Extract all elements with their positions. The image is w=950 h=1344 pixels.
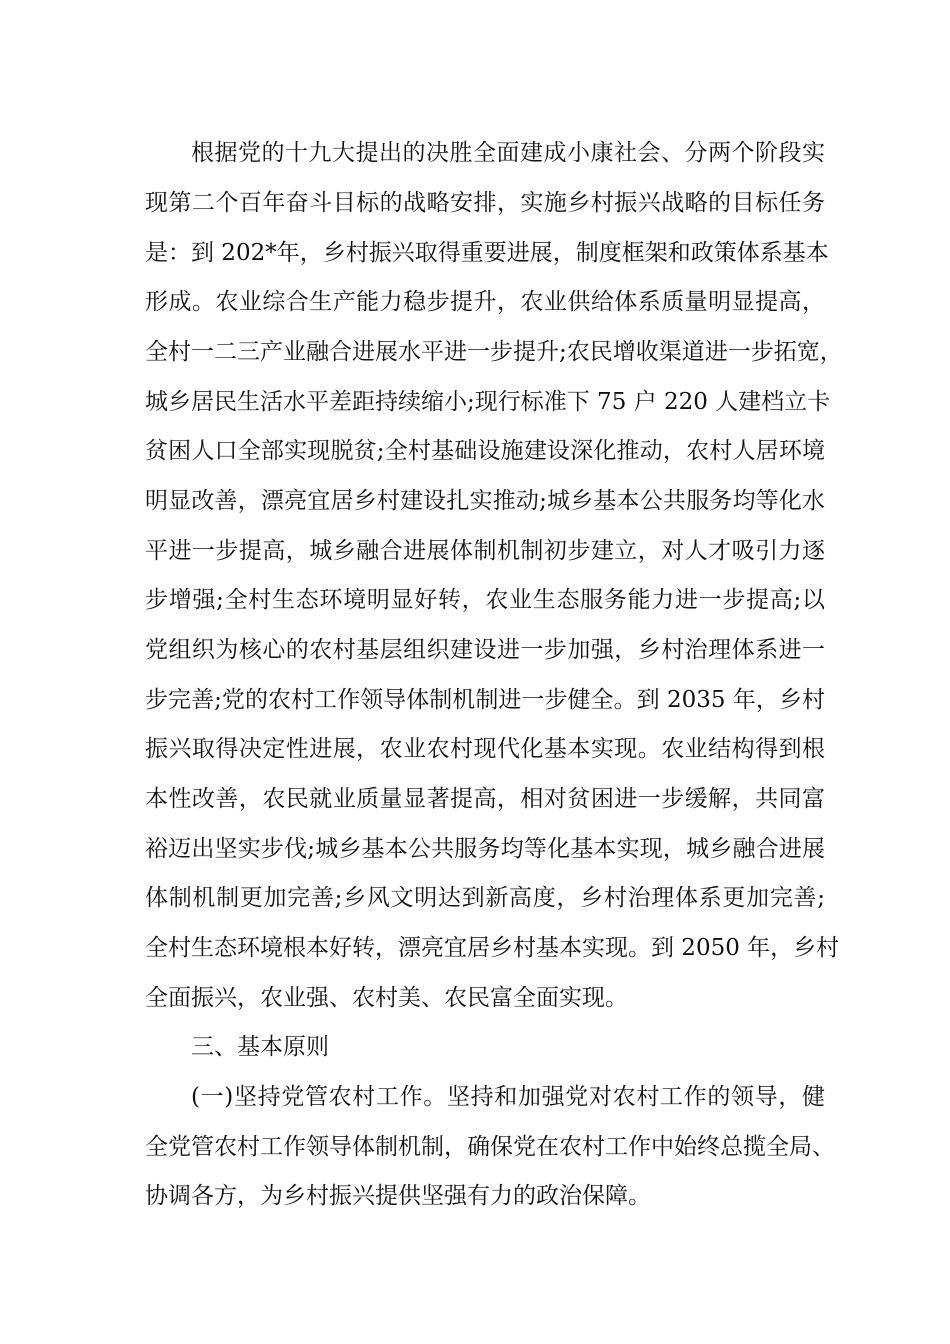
- text-line: 是：到 202*年，乡村振兴取得重要进展，制度框架和政策体系基本: [145, 240, 829, 266]
- text-line: 平进一步提高，城乡融合进展体制机制初步建立，对人才吸引力逐: [145, 538, 825, 564]
- text-line: 全村生态环境根本好转，漂亮宜居乡村基本实现。到 2050 年，乡村: [145, 935, 840, 961]
- text-line: 步增强;全村生态环境明显好转，农业生态服务能力进一步提高;以: [145, 587, 825, 613]
- text-line: 协调各方，为乡村振兴提供坚强有力的政治保障。: [145, 1183, 651, 1209]
- text-line: 裕迈出坚实步伐;城乡基本公共服务均等化基本实现，城乡融合进展: [145, 836, 825, 862]
- section-heading: 三、基本原则: [191, 1034, 329, 1060]
- text-line: 城乡居民生活水平差距持续缩小;现行标准下 75 户 220 人建档立卡: [145, 389, 831, 415]
- text-line: 体制机制更加完善;乡风文明达到新高度，乡村治理体系更加完善;: [145, 885, 825, 911]
- text-line: 根据党的十九大提出的决胜全面建成小康社会、分两个阶段实: [191, 140, 825, 166]
- text-line: 全村一二三产业融合进展水平进一步提升;农民增收渠道进一步拓宽，: [145, 339, 843, 365]
- text-line: 党组织为核心的农村基层组织建设进一步加强，乡村治理体系进一: [145, 637, 825, 663]
- text-line: 现第二个百年奋斗目标的战略安排，实施乡村振兴战略的目标任务: [145, 190, 825, 216]
- text-line: 步完善;党的农村工作领导体制机制进一步健全。到 2035 年，乡村: [145, 687, 825, 713]
- text-line: 全面振兴，农业强、农村美、农民富全面实现。: [145, 985, 628, 1011]
- text-line: 贫困人口全部实现脱贫;全村基础设施建设深化推动，农村人居环境: [145, 438, 825, 464]
- text-line: 形成。农业综合生产能力稳步提升，农业供给体系质量明显提高，: [145, 289, 825, 315]
- text-line: 振兴取得决定性进展，农业农村现代化基本实现。农业结构得到根: [145, 736, 825, 762]
- text-line: (一)坚持党管农村工作。坚持和加强党对农村工作的领导，健: [191, 1084, 825, 1110]
- text-line: 本性改善，农民就业质量显著提高，相对贫困进一步缓解，共同富: [145, 786, 825, 812]
- text-line: 全党管农村工作领导体制机制，确保党在农村工作中始终总揽全局、: [145, 1134, 835, 1160]
- text-line: 明显改善，漂亮宜居乡村建设扎实推动;城乡基本公共服务均等化水: [145, 488, 825, 514]
